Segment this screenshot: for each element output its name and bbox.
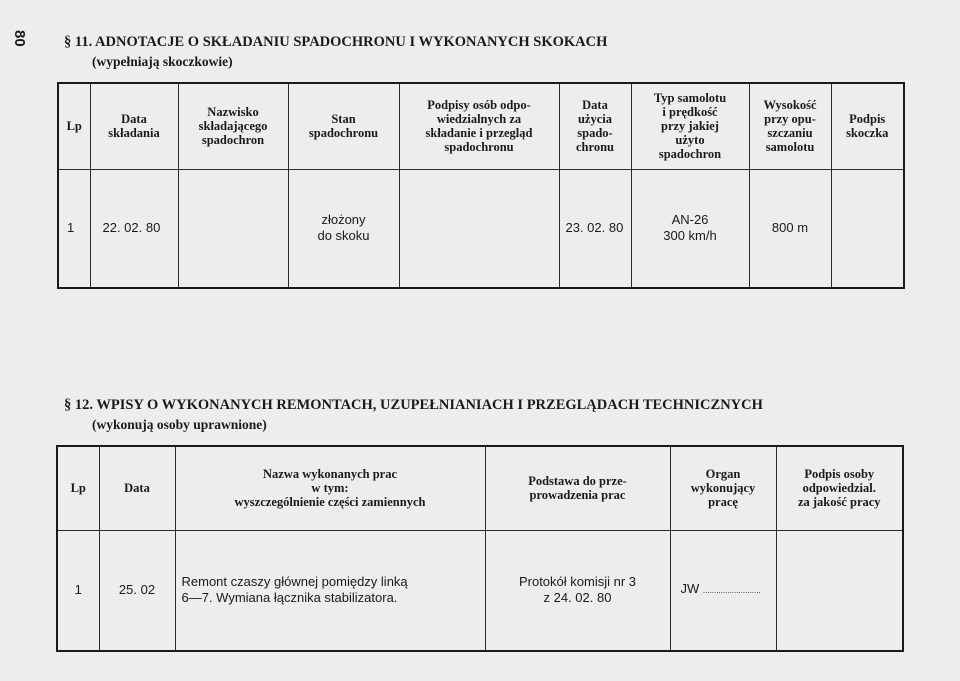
cell-aircraft — [631, 169, 749, 288]
cell-date-packed: 22. 02. 80 — [90, 169, 178, 288]
col-header — [831, 83, 904, 169]
cell-condition — [288, 169, 399, 288]
aircraft-type: AN-26 — [671, 212, 709, 228]
organ-dots: .......................... — [702, 586, 761, 596]
cell-date-used: 23. 02. 80 — [559, 169, 631, 288]
basis-line-1: Protokół komisji nr 3 — [518, 574, 637, 590]
col-header-line: odpowiedzial. — [802, 481, 876, 496]
col-header-line: szczaniu — [767, 126, 813, 141]
col-header-line: wiedzialnych za — [436, 112, 522, 127]
col-header — [631, 83, 749, 169]
basis-line-2: z 24. 02. 80 — [543, 590, 612, 606]
aircraft-speed: 300 km/h — [663, 228, 717, 244]
col-header-line: spado- — [577, 126, 613, 141]
col-header-line: Data — [121, 112, 147, 127]
col-header-line: składającego — [198, 119, 268, 134]
col-header-line: w tym: — [311, 481, 349, 496]
col-header-line: Typ samolotu — [653, 91, 727, 106]
col-header-line: prowadzenia prac — [529, 488, 626, 503]
col-header-line: Organ — [705, 467, 741, 482]
col-header-line: Nazwa wykonanych prac — [262, 467, 398, 482]
col-header-line: Wysokość — [763, 98, 817, 113]
col-header — [175, 446, 485, 530]
table-header-row — [57, 446, 903, 530]
col-header-line: Nazwisko — [207, 105, 259, 120]
cell-organ — [670, 530, 776, 651]
col-header-line: przy jakiej — [661, 119, 719, 134]
work-line-1: Remont czaszy głównej pomiędzy linką — [181, 574, 408, 590]
col-header-line: Data — [582, 98, 608, 113]
col-header-line: składania — [108, 126, 160, 141]
col-header-line: pracę — [708, 495, 738, 510]
condition-line-1: złożony — [321, 212, 366, 228]
col-header-line: Stan — [331, 112, 356, 127]
col-header — [57, 446, 99, 530]
col-header-line: wyszczególnienie części zamiennych — [234, 495, 426, 510]
repairs-table — [56, 445, 904, 652]
col-header-line: użycia — [577, 112, 613, 127]
col-header-line: wykonujący — [690, 481, 756, 496]
col-header — [559, 83, 631, 169]
col-header — [749, 83, 831, 169]
col-header — [776, 446, 903, 530]
cell-lp: 1 — [58, 169, 90, 288]
section-11-subtitle: (wypełniają skoczkowie) — [92, 54, 233, 69]
col-header — [670, 446, 776, 530]
condition-line-2: do skoku — [317, 228, 370, 244]
col-header — [485, 446, 670, 530]
cell-packer-name — [178, 169, 288, 288]
table-row — [58, 169, 904, 288]
col-header-line: Podpisy osób odpo- — [427, 98, 531, 113]
cell-date: 25. 02 — [99, 530, 175, 651]
col-header-line: samolotu — [765, 140, 815, 155]
section-12-title: § 12. WPISY O WYKONANYCH REMONTACH, UZUPEŁNIANIACH I PRZEGLĄDACH TECHNICZNYCH — [64, 397, 763, 413]
col-header-line: spadochronu — [444, 140, 514, 155]
work-line-2: 6—7. Wymiana łącznika stabilizatora. — [181, 590, 398, 606]
col-header-line: składanie i przegląd — [425, 126, 533, 141]
col-header-line: chronu — [576, 140, 614, 155]
col-header — [99, 446, 175, 530]
cell-jumper-signature — [831, 169, 904, 288]
section-11-title: § 11. ADNOTACJE O SKŁADANIU SPADOCHRONU I WYKONANYCH SKOKACH — [64, 34, 608, 50]
jump-log-table — [57, 82, 905, 289]
cell-signatures — [399, 169, 559, 288]
col-header-line: przy opu- — [764, 112, 816, 127]
page-number: 80 — [11, 30, 28, 47]
section-12-subtitle: (wykonują osoby uprawnione) — [92, 417, 267, 432]
col-header-line: i prędkość — [662, 105, 718, 120]
col-header-line: Data — [124, 481, 150, 496]
col-header-line: spadochronu — [308, 126, 379, 141]
col-header-line: Podpis osoby — [804, 467, 875, 482]
col-header-line: Podpis — [849, 112, 886, 127]
table-header-row — [58, 83, 904, 169]
organ-name: JW — [680, 581, 700, 597]
section-12-heading — [64, 396, 763, 434]
section-11-heading — [64, 33, 607, 71]
table-row — [57, 530, 903, 651]
cell-lp: 1 — [57, 530, 99, 651]
col-header — [90, 83, 178, 169]
col-header-line: Podstawa do prze- — [528, 474, 627, 489]
cell-basis — [485, 530, 670, 651]
col-header — [288, 83, 399, 169]
col-header — [178, 83, 288, 169]
col-header-line: skoczka — [846, 126, 889, 141]
cell-quality-signature — [776, 530, 903, 651]
col-header-line: Lp — [70, 481, 86, 496]
col-header-line: spadochron — [658, 147, 722, 162]
col-header-line: spadochron — [201, 133, 265, 148]
cell-altitude: 800 m — [749, 169, 831, 288]
col-header-line: za jakość pracy — [797, 495, 881, 510]
col-header-line: Lp — [66, 119, 82, 134]
col-header — [399, 83, 559, 169]
col-header-line: użyto — [675, 133, 705, 148]
col-header — [58, 83, 90, 169]
cell-work-description — [175, 530, 485, 651]
